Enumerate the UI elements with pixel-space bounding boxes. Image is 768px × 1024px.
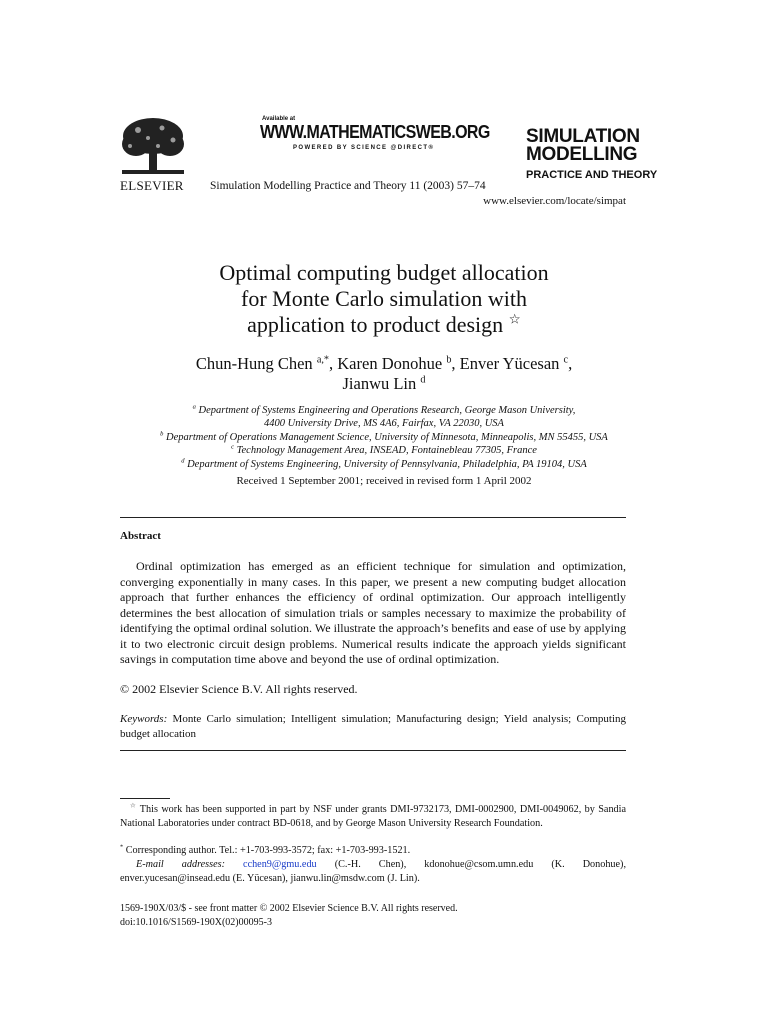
affil-mark: b (160, 430, 164, 438)
copyright-notice: © 2002 Elsevier Science B.V. All rights reserved. (120, 682, 358, 696)
keywords-text: Monte Carlo simulation; Intelligent simulation; Manufacturing design; Yield analysis; Computing budget allocation (120, 713, 626, 740)
funding-star-icon: ☆ (130, 802, 137, 810)
author-affil-mark[interactable]: a,* (316, 354, 330, 366)
keywords-label: Keywords: (120, 713, 168, 725)
affiliation-b (0, 431, 768, 444)
affil-text: Technology Management Area, INSEAD, Fontainebleau 77305, France (236, 445, 537, 456)
authors-line-2 (0, 374, 768, 394)
affil-mark: a (192, 403, 196, 411)
doi-line[interactable]: doi:10.1016/S1569-190X(02)00095-3 (120, 917, 272, 928)
abstract-body: Ordinal optimization has emerged as an efficient technique for simulation and optimization, converging exponentially in many cases. In this paper, we present a new computing budget allocation approach that further enhances the efficiency of ordinal optimization. Our approach intelligently determines the best allocation of simulation trials or samples necessary to maximize the probability of identifying the optimal ordinal solution. We illustrate the approach’s benefits and ease of use by applying it to two electronic circuit design problems. Numerical results indicate the approach yields significant savings in computation time above and beyond the use of ordinal optimization. (120, 559, 626, 666)
corresponding-mark: * (120, 843, 124, 851)
author-name: Enver Yücesan (459, 354, 560, 373)
authors-line-1: Chun-Hung Chen $^{a,*}$, Karen Donohue $^b$, Enver Yücesan $^c$, (195, 354, 573, 373)
mathematicsweb-logo[interactable]: WWW.MATHEMATICSWEB.ORG (260, 123, 490, 143)
author-affil-mark[interactable]: b (446, 354, 452, 366)
title-line-1: Optimal computing budget allocation (219, 260, 549, 285)
footnote-corresponding (120, 844, 626, 858)
title-line-3: application to product design (247, 312, 504, 337)
journal-citation: Simulation Modelling Practice and Theory 11 (2003) 57–74 (210, 180, 486, 192)
author-affil-mark[interactable]: d (420, 374, 426, 386)
powered-by-sciencedirect: POWERED BY SCIENCE @DIRECT® (293, 145, 435, 151)
journal-logo-line3: PRACTICE AND THEORY (526, 169, 658, 181)
affil-mark: c (231, 443, 234, 451)
article-title (0, 260, 768, 338)
received-dates: Received 1 September 2001; received in revised form 1 April 2002 (236, 475, 532, 487)
journal-url-link[interactable]: www.elsevier.com/locate/simpat (483, 195, 626, 207)
author-name: Jianwu Lin (342, 374, 417, 393)
email-link-chen[interactable]: cchen9@gmu.edu (243, 859, 317, 870)
footnote-funding (120, 803, 626, 830)
journal-logo-line2: MODELLING (526, 144, 638, 165)
title-line-2: for Monte Carlo simulation with (241, 286, 527, 311)
divider-top (120, 517, 626, 518)
journal-logo-line1: SIMULATION (526, 126, 640, 147)
footnote-rule (120, 798, 170, 799)
affil-text-line2: 4400 University Drive, MS 4A6, Fairfax, VA 22030, USA (264, 418, 504, 429)
author-affil-mark[interactable]: c (563, 354, 569, 366)
bottom-meta (120, 902, 458, 930)
abstract-heading: Abstract (120, 530, 161, 542)
title-footnote-star-icon[interactable]: ☆ (508, 311, 521, 327)
elsevier-tree-logo (118, 116, 188, 178)
affil-text: Department of Operations Management Science, University of Minnesota, Minneapolis, MN 55455, USA (166, 432, 608, 443)
email-label: E-mail addresses: (136, 859, 225, 870)
email-rest: (C.-H. Chen), kdonohue@csom.umn.edu (K. Donohue), enver.yucesan@insead.edu (E. Yücesan), jianwu.lin@msdw.com (J. Lin). (120, 859, 626, 884)
issn-line: 1569-190X/03/$ - see front matter © 2002 Elsevier Science B.V. All rights reserved. (120, 903, 458, 914)
footnote-emails (120, 858, 626, 885)
keywords (120, 712, 626, 742)
divider-bottom (120, 750, 626, 751)
author-list (0, 354, 768, 394)
affil-text: Department of Systems Engineering and Operations Research, George Mason University, (198, 405, 576, 416)
publisher-name: ELSEVIER (120, 178, 184, 193)
affil-mark: d (181, 457, 185, 465)
affiliation-d (0, 458, 768, 471)
available-at-label: Available at (262, 116, 296, 122)
affil-text: Department of Systems Engineering, University of Pennsylvania, Philadelphia, PA 19104, USA (187, 459, 587, 470)
funding-text: This work has been supported in part by NSF under grants DMI-9732173, DMI-0002900, DMI-0049062, by Sandia National Laboratories under contract BD-0618, and by George Mason University Research Foundation. (120, 804, 626, 829)
author-name: Karen Donohue (337, 354, 443, 373)
author-name: Chun-Hung Chen (195, 354, 313, 373)
affiliation-a (0, 404, 768, 430)
corresponding-text: Corresponding author. Tel.: +1-703-993-3572; fax: +1-703-993-1521. (125, 845, 411, 856)
journal-logo (526, 128, 657, 184)
affiliation-c (0, 444, 768, 457)
